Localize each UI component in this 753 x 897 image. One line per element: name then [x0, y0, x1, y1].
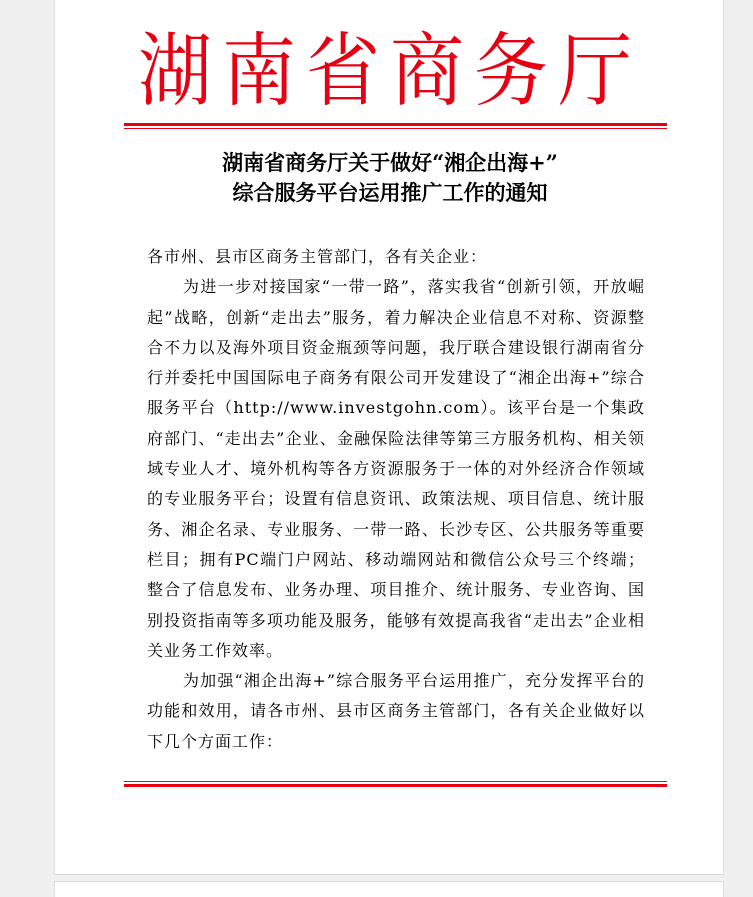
red-footer-rule: [124, 781, 667, 787]
salutation: 各市州、县市区商务主管部门，各有关企业：: [147, 247, 488, 266]
document-title-line1: 湖南省商务厅关于做好“湘企出海+”: [222, 150, 558, 175]
masthead-title: 湖南省商务厅: [138, 25, 642, 119]
paragraph-1: 为进一步对接国家“一带一路”，落实我省“创新引领，开放崛起”战略，创新“走出去”服务，着力解决企业信息不对称、资源整合不力以及海外项目资金瓶颈等问题，我厅联合建设银行湖南省分行并委托中国国际电子商务有限公司开发建设了“湘企出海+”综合服务平台（http://www.investgohn.com）。该平台是一个集政府部门、“走出去”企业、金融保险法律等第三方服务机构、相关领域专业人才、境外机构等各方资源服务于一体的对外经济合作领域的专业服务平台；设置有信息资讯、政策法规、项目信息、统计服务、湘企名录、专业服务、一带一路、长沙专区、公共服务等重要栏目；拥有PC端门户网站、移动端网站和微信公众号三个终端；整合了信息发布、业务办理、项目推介、统计服务、专业咨询、国别投资指南等多项功能及服务，能够有效提高我省“走出去”企业相关业务工作效率。: [147, 277, 645, 660]
document-title: [55, 148, 725, 208]
document-body: [147, 242, 645, 757]
next-page-edge: [54, 881, 724, 897]
paragraph-2: 为加强“湘企出海+”综合服务平台运用推广，充分发挥平台的功能和效用，请各市州、县市区商务主管部门，各有关企业做好以下几个方面工作：: [147, 671, 645, 751]
document-title-line2: 综合服务平台运用推广工作的通知: [232, 180, 548, 205]
red-header-rule: [124, 123, 667, 129]
document-page: [54, 0, 724, 875]
